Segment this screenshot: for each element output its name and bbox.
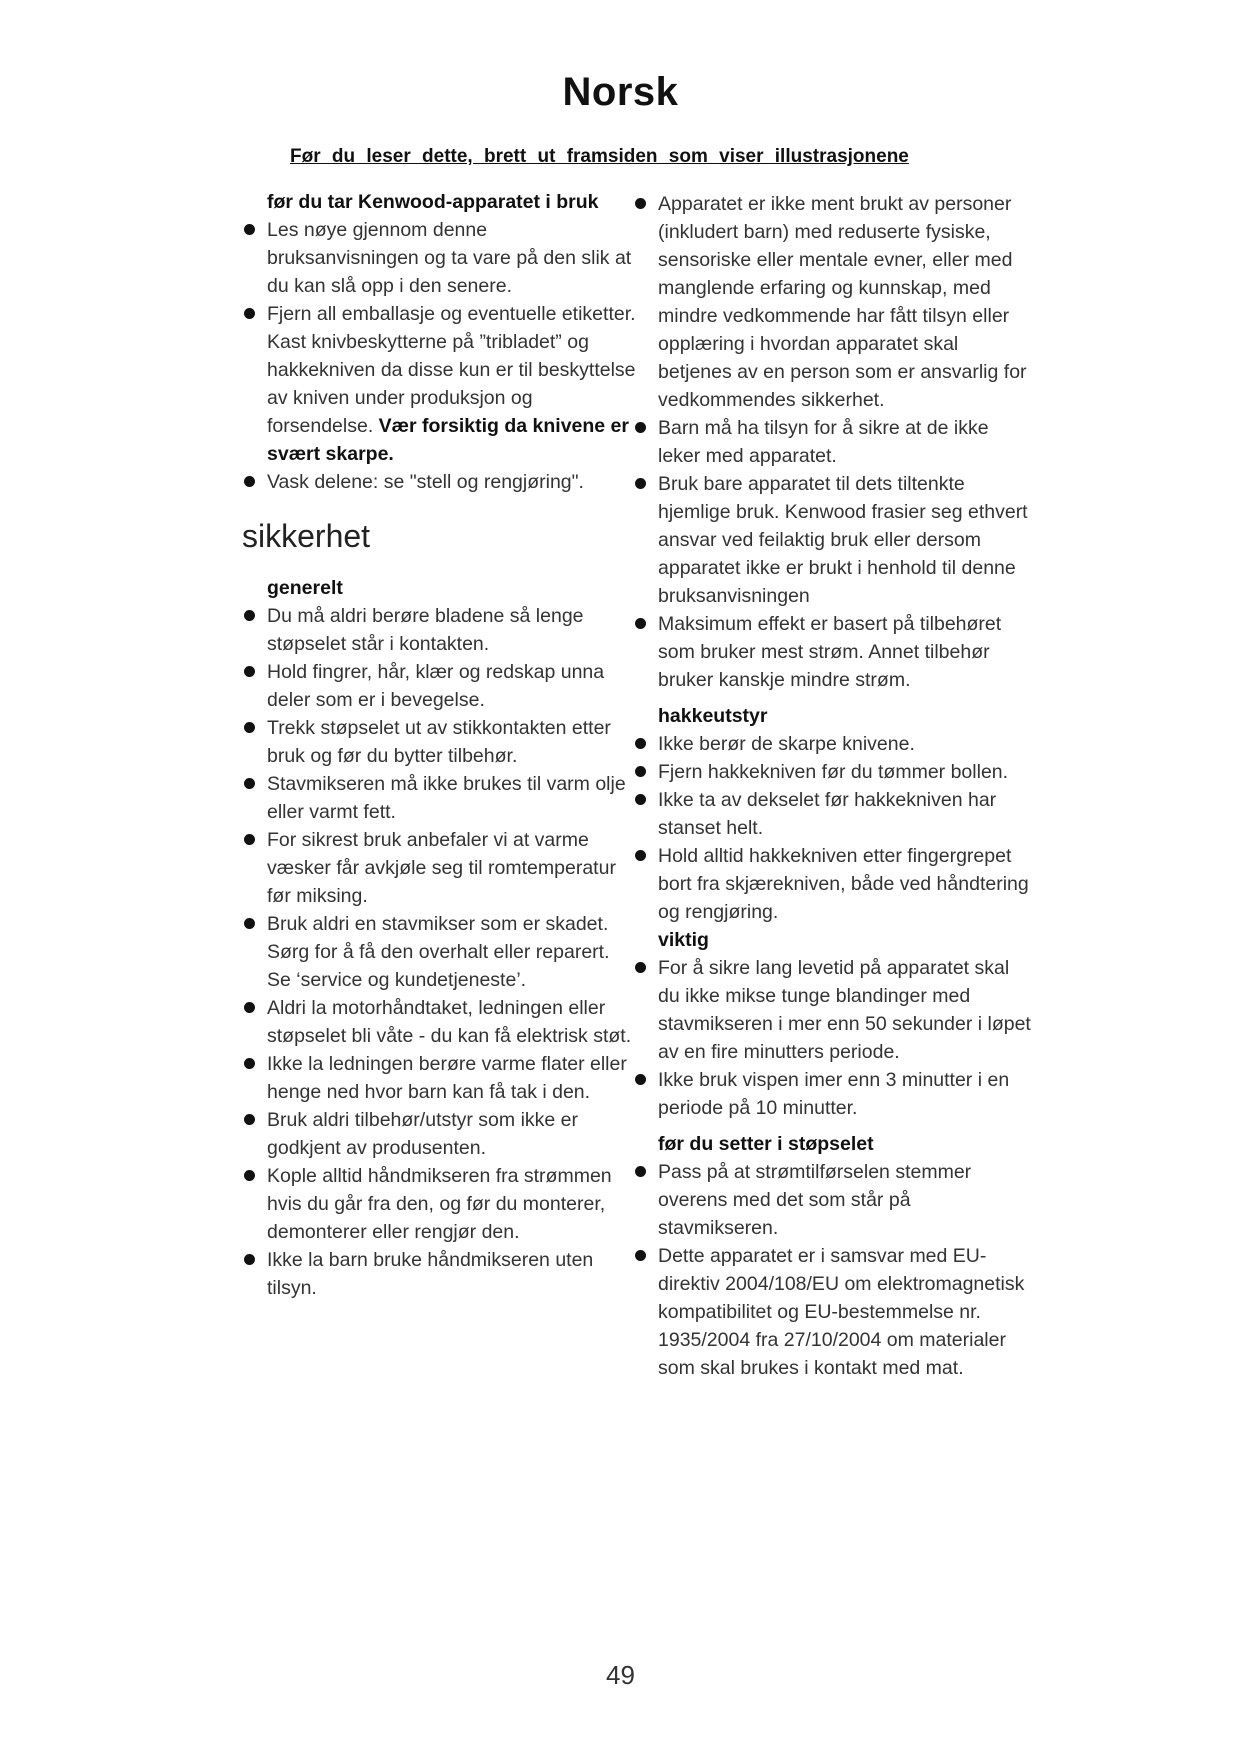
- left-column: [242, 188, 637, 1302]
- list-item: Bruk bare apparatet til dets tiltenkte hjemlige bruk. Kenwood frasier seg ethvert ansvar ved feilaktig bruk eller dersom apparatet ikke er brukt i henhold til denne bruksanvisningen: [633, 470, 1033, 610]
- important-heading: viktig: [658, 929, 709, 951]
- chopper-heading: hakkeutstyr: [658, 705, 768, 727]
- list-item: Pass på at strømtilførselen stemmer overens med det som står på stavmikseren.: [633, 1158, 1033, 1242]
- page-number: 49: [606, 1660, 635, 1690]
- list-item: Trekk støpselet ut av stikkontakten etter bruk og før du bytter tilbehør.: [242, 714, 637, 770]
- list-item: Kople alltid håndmikseren fra strømmen hvis du går fra den, og før du monterer, demonterer eller rengjør den.: [242, 1162, 637, 1246]
- list-item: Ikke berør de skarpe knivene.: [633, 730, 1033, 758]
- list-item: Stavmikseren må ikke brukes til varm olje eller varmt fett.: [242, 770, 637, 826]
- general-heading: generelt: [267, 577, 343, 599]
- list-item: Aldri la motorhåndtaket, ledningen eller støpselet bli våte - du kan få elektrisk støt.: [242, 994, 637, 1050]
- list-item: Barn må ha tilsyn for å sikre at de ikke leker med apparatet.: [633, 414, 1033, 470]
- list-item: Dette apparatet er i samsvar med EU-direktiv 2004/108/EU om elektromagnetisk kompatibilitet og EU-bestemmelse nr. 1935/2004 fra 27/10/2004 om materialer som skal brukes i kontakt med mat.: [633, 1242, 1033, 1382]
- intro-heading: før du tar Kenwood-apparatet i bruk: [267, 191, 599, 213]
- section-title: sikkerhet: [242, 518, 371, 554]
- chopper-list: [633, 730, 1033, 926]
- important-list: [633, 954, 1033, 1122]
- list-item: For å sikre lang levetid på apparatet skal du ikke mikse tunge blandinger med stavmikseren i mer enn 50 sekunder i løpet av en fire minutters periode.: [633, 954, 1033, 1066]
- list-item: Apparatet er ikke ment brukt av personer (inkludert barn) med reduserte fysiske, sensoriske eller mentale evner, eller med manglende erfaring og kunnskap, med mindre vedkommende har fått tilsyn eller opplæring i hvordan apparatet skal betjenes av en person som er ansvarlig for vedkommendes sikkerhet.: [633, 190, 1033, 414]
- list-item: Hold fingrer, hår, klær og redskap unna deler som er i bevegelse.: [242, 658, 637, 714]
- list-item: Maksimum effekt er basert på tilbehøret som bruker mest strøm. Annet tilbehør bruker kanskje mindre strøm.: [633, 610, 1033, 694]
- fold-out-notice: Før du leser dette, brett ut framsiden som viser illustrasjonene: [290, 146, 909, 167]
- intro-list: [242, 216, 637, 496]
- page-title: Norsk: [562, 70, 679, 114]
- plug-list: [633, 1158, 1033, 1382]
- list-item: Les nøye gjennom denne bruksanvisningen og ta vare på den slik at du kan slå opp i den senere.: [242, 216, 637, 300]
- list-item: Ikke la barn bruke håndmikseren uten tilsyn.: [242, 1246, 637, 1302]
- list-item: Bruk aldri en stavmikser som er skadet. Sørg for å få den overhalt eller reparert. Se ‘service og kundetjeneste’.: [242, 910, 637, 994]
- list-item: Fjern hakkekniven før du tømmer bollen.: [633, 758, 1033, 786]
- list-item-text: Fjern all emballasje og eventuelle etiketter. Kast knivbeskytterne på ”tribladet” og hakkekniven da disse kun er til beskyttelse av kniven under produksjon og forsendelse.: [267, 303, 636, 437]
- list-item: Ikke la ledningen berøre varme flater eller henge ned hvor barn kan få tak i den.: [242, 1050, 637, 1106]
- list-item: For sikrest bruk anbefaler vi at varme væsker får avkjøle seg til romtemperatur før miksing.: [242, 826, 637, 910]
- list-item: Hold alltid hakkekniven etter fingergrepet bort fra skjærekniven, både ved håndtering og rengjøring.: [633, 842, 1033, 926]
- list-item: Vask delene: se "stell og rengjøring".: [242, 468, 637, 496]
- list-item: Ikke bruk vispen imer enn 3 minutter i en periode på 10 minutter.: [633, 1066, 1033, 1122]
- general-list-continued: [633, 190, 1033, 694]
- general-list: [242, 602, 637, 1302]
- right-column: [633, 190, 1033, 1382]
- warning-text: Vær forsiktig da knivene er svært skarpe.: [267, 415, 629, 465]
- list-item: Du må aldri berøre bladene så lenge støpselet står i kontakten.: [242, 602, 637, 658]
- list-item: Ikke ta av dekselet før hakkekniven har stanset helt.: [633, 786, 1033, 842]
- list-item: Bruk aldri tilbehør/utstyr som ikke er godkjent av produsenten.: [242, 1106, 637, 1162]
- list-item: [242, 300, 637, 468]
- plug-heading: før du setter i støpselet: [658, 1133, 874, 1155]
